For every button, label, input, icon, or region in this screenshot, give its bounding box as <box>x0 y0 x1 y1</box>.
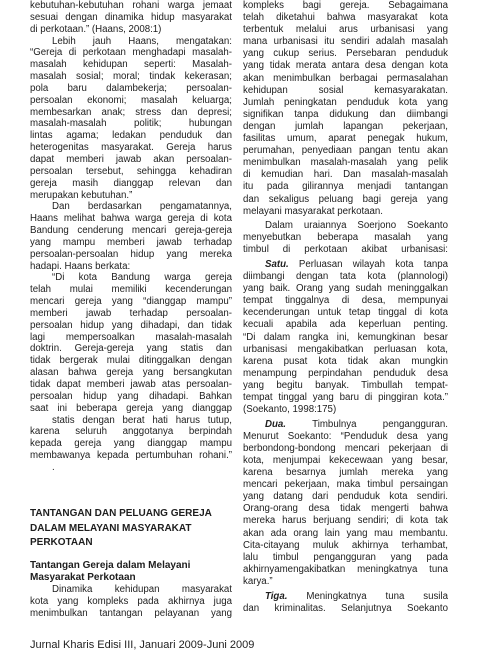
text-line: alasan bahwa gereja yang bersangkutan <box>30 367 232 379</box>
text-line: tidak bergerak mulai ditinggalkan dengan <box>30 355 232 367</box>
text-line <box>243 591 448 603</box>
text-line: yang tidak merata antara desa dengan kota <box>243 60 448 72</box>
text-line: fasilitas umum, aparat penegak hukum, <box>243 133 448 145</box>
text-line: dan kriminalitas. Selanjutnya Soekanto <box>243 602 448 614</box>
text-line: Dinamika kehidupan masyarakat <box>52 584 232 595</box>
text-line: membawanya kepada pertumbuhan rohani.” <box>30 450 232 462</box>
text-line: menyebutkan beberapa masalah yang <box>243 232 448 244</box>
text-line: memberi jawab terhadap persoalan- <box>30 307 232 319</box>
text-line: doktrin. Gereja-gereja yang statis dan <box>30 343 232 355</box>
text-line: karena seluruh anggotanya berpindah <box>30 426 232 438</box>
text-line: persoalan-persoalan hidup yang mereka <box>30 248 232 260</box>
text-line: diimbangi dengan tata kota (plannologi) <box>243 271 448 283</box>
text-line: PERKOTAAN <box>30 537 93 548</box>
text-line: menimbulkan tantangan pelayanan yang <box>30 608 232 619</box>
paragraph-section-intro <box>30 584 232 620</box>
text-line: tidak dapat memberi jawab atas persoalan- <box>30 379 232 390</box>
text-line: berbondong-bondong mencari pekerjaan di <box>243 442 448 454</box>
paragraph-quote-continuation <box>30 415 232 462</box>
text-line: perumahan, penyediaan pangan tentu akan <box>243 145 448 157</box>
text-line: Menurut Soekanto: “Penduduk desa yang <box>243 430 448 442</box>
text-line: kota yang kompleks pada akhirnya juga <box>30 596 232 607</box>
text-line: membesarkan anak; stress dan depresi; <box>30 106 232 118</box>
text-line: masalah-masalah politik; hubungan <box>30 118 232 130</box>
text-line: lagi mempersoalkan masalah-masalah <box>30 331 232 343</box>
text-line: urbanisasi mengakibatkan perluasan kota, <box>243 343 448 355</box>
text-line: masalah sosial; moral; tindak kekerasan; <box>30 71 232 83</box>
right-column <box>243 0 448 615</box>
text-line: yang datang dari penduduk kota sendiri. <box>243 491 448 503</box>
text-line <box>243 419 448 431</box>
text-line: yang begitu banyak. Timbullah tempat- <box>243 379 448 391</box>
text-line: statis dengan berat hati harus tutup, <box>52 414 232 426</box>
text-line: kehidupan sosial kemasyarakatan. <box>243 84 448 96</box>
text-line: itu pada gilirannya menjadi tantangan <box>243 181 448 193</box>
text-line: kota, menjumpai kekecewaan yang besar, <box>243 454 448 466</box>
text-line: dengan jumlah lapangan pekerjaan, <box>243 120 448 132</box>
text-line: “Di kota Bandung warga gereja <box>52 272 232 284</box>
left-column <box>30 0 232 474</box>
text-line: dapat memberi jawab akan persoalan- <box>30 153 232 165</box>
subsection-heading <box>30 560 232 584</box>
text-line: akan menimbulkan berbagai permasalahan <box>243 72 448 84</box>
text-line: kecenderungan untuk tetap tinggal di kota <box>243 307 448 319</box>
text-line: “Gereja di perkotaan menghadapi masalah- <box>30 47 232 59</box>
text-line: Haans melihat bahwa warga gereja di kota <box>30 213 232 225</box>
text-line: yang cukup serius. Persebaran penduduk <box>243 48 448 60</box>
line-text: Perluasan wilayah kota tanpa <box>298 258 448 270</box>
text-line: akan ada orang lain yang mau membantu. <box>243 527 448 539</box>
text-line: terbentuk melalui arus urbanisasi yang <box>243 24 448 36</box>
text-line: “Di dalam rangka ini, kemungkinan besar <box>243 331 448 343</box>
section-heading <box>30 507 232 551</box>
text-line: DALAM MELAYANI MASYARAKAT <box>30 522 192 534</box>
journal-footer: Jurnal Kharis Edisi III, Januari 2009-Juni 2009 <box>30 639 255 651</box>
text-line: mencari pekerjaan, maka timbul persaingan <box>243 479 448 491</box>
paragraph-haans-quote <box>30 272 232 414</box>
text-line: menimbulkan masalah-masalah yang pelik <box>243 157 448 169</box>
text-line: akhirnyamengakibatkan meningkatnya tuna <box>243 563 448 575</box>
text-line: saat ini beberapa gereja yang dianggap <box>30 402 232 414</box>
text-line: di kemudian hari. Dan masalah-masalah <box>243 169 448 181</box>
text-line: karena besarnya jumlah mereka yang <box>243 467 448 479</box>
paragraph-haans-observation <box>30 201 232 272</box>
text-line: di perkotaan.” (Haans, 2008:1) <box>30 23 162 35</box>
text-line: telah diketahui bahwa masyarakat kota <box>243 12 448 24</box>
text-line: lintas agama; ledakan penduduk dan <box>30 130 232 142</box>
text-line: tempat tinggal yang baru di pinggiran kota.” <box>243 392 448 403</box>
text-line: heterogenitas masyarakat. Gereja harus <box>30 142 232 154</box>
text-line: kepada gereja yang dianggap mampu <box>30 438 232 450</box>
line-text: Timbulnya pengangguran. <box>312 418 448 430</box>
text-line: timbul di perkotaan akibat urbanisasi: <box>243 244 448 256</box>
text-line: hadapi. Haans berkata: <box>30 260 131 272</box>
text-line: menampung perpindahan penduduk desa <box>243 367 448 379</box>
text-line: TANTANGAN DAN PELUANG GEREJA <box>30 508 212 519</box>
text-line: Masyarakat Perkotaan <box>30 572 136 583</box>
text-line: signifikan tanpa didukung dan diimbangi <box>243 108 448 120</box>
text-line: (Soekanto, 1998:175) <box>243 404 337 416</box>
text-line: Lebih jauh Haans, mengatakan: <box>52 35 232 47</box>
enumeration-label: Dua. <box>265 418 286 430</box>
text-line: Jumlah peningkatan penduduk kota yang <box>243 96 448 108</box>
text-line: persoalan ekonomi; masalah keluarga; <box>30 94 232 106</box>
text-line <box>243 259 448 271</box>
text-line: tempat tinggalnya di desa, mempunyai <box>243 295 448 307</box>
enumeration-label: Satu. <box>265 258 289 270</box>
text-line: merupakan kebutuhan.” <box>30 189 133 201</box>
text-line: Dalam uraiannya Soerjono Soekanto <box>265 220 448 232</box>
text-line: masalah kehidupan seperti: Masalah- <box>30 59 232 71</box>
text-line: mereka harus berjuang sendiri; di kota tak <box>243 515 448 527</box>
text-line: mencari gereja yang “dianggap mampu” <box>30 296 232 308</box>
paragraph-point-three <box>243 591 448 615</box>
text-line: Tantangan Gereja dalam Melayani <box>30 560 191 571</box>
text-line: kebutuhan-kebutuhan rohani warga jemaat <box>30 0 232 11</box>
text-line: pola baru dalambekerja; persoalan- <box>30 82 232 94</box>
paragraph-point-two <box>243 419 448 588</box>
text-line: gereja masih dianggap relevan dan <box>30 177 232 189</box>
text-line: persoalan hidup yang dihadapi. Bahkan <box>30 390 232 402</box>
paragraph-soekanto-intro <box>243 220 448 256</box>
paragraph-stray-period <box>30 462 232 474</box>
enumeration-label: Tiga. <box>265 590 288 602</box>
paragraph-citation-end <box>30 0 232 36</box>
text-line: dan sekaligus peluang bagi gereja yang <box>243 193 448 205</box>
text-line: yang baik. Orang yang sudah meninggalkan <box>243 283 448 295</box>
text-line: Dan berdasarkan pengamatannya, <box>52 201 232 213</box>
text-line: kompleks bagi gereja. Sebagaimana <box>243 0 448 11</box>
text-line: lalu timbul pengangguran yang pada <box>243 551 448 563</box>
text-line: yang mampu memberi jawab terhadap <box>30 236 232 248</box>
text-line: telah mulai memiliki kecenderungan <box>30 284 232 296</box>
text-line: mana urbanisasi itu sendiri adalah masalah <box>243 36 448 48</box>
text-line: Cita-citayang muluk akhirnya terhambat, <box>243 539 448 551</box>
text-line: karena pusat kota tidak akan mungkin <box>243 355 448 367</box>
text-line: karya.” <box>243 575 273 587</box>
text-line: persoalan tersebut, sehingga kehadiran <box>30 165 232 177</box>
paragraph-urbanization <box>243 0 448 218</box>
line-text: Meningkatnya tuna susila <box>306 590 448 602</box>
text-line: . <box>52 461 55 473</box>
text-line: sesuai dengan dinamika hidup masyarakat <box>30 11 232 23</box>
text-line: persoalan hidup yang dihadapi, dan tidak <box>30 319 232 331</box>
text-line: melayani masyarakat perkotaan. <box>243 205 384 217</box>
paragraph-point-one <box>243 259 448 416</box>
text-line: kecuali apabila ada keperluan penting. <box>243 319 448 331</box>
text-line: Orang-orang desa tidak mengerti bahwa <box>243 503 448 515</box>
paragraph-haans-problems <box>30 36 232 202</box>
text-line: Bandung cenderung mencari gereja-gereja <box>30 225 232 237</box>
